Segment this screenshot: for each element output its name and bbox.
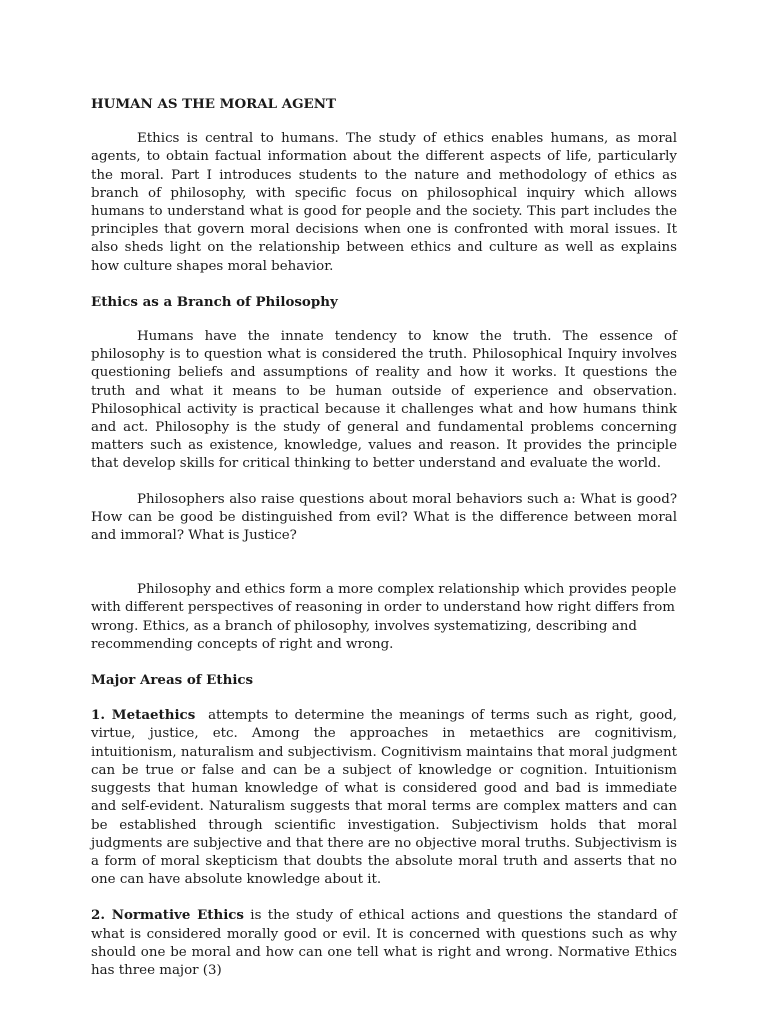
spacer (91, 889, 677, 906)
spacer (91, 545, 677, 581)
metaethics-item (91, 706, 682, 889)
normative-ethics-term: 2. Normative Ethics (91, 907, 244, 924)
philosophy-ethics-paragraph: Philosophy and ethics form a more complex relationship which provides people with different perspectives of reasoning in order to understand how right differs from wrong. Ethics, as a branch of philosophy, involves systematizing, describing and recommending concepts of right and wrong. (91, 582, 677, 652)
spacer (91, 654, 677, 671)
philosophy-paragraph: Humans have the innate tendency to know the truth. The essence of philosophy is to question what is considered the truth. Philosophical Inquiry involves questioning beliefs and assumptions of reality and how it works. It questions the truth and what it means to be human outside of experience and observation. Philosophical activity is practical because it challenges what and how humans think and act. Philosophy is the study of general and fundamental problems concerning matters such as existence, knowledge, values and reason. It provides the principle that develop skills for critical thinking to better understand and evaluate the world. (91, 329, 677, 472)
spacer (91, 689, 677, 706)
intro-paragraph: Ethics is central to humans. The study of ethics enables humans, as moral agents, to obtain factual information about the different aspects of life, particularly the moral. Part I introduces students to the nature and methodology of ethics as branch of philosophy, with specific focus on philosophical inquiry which allows humans to understand what is good for people and the society. This part includes the principles that govern moral decisions when one is confronted with moral issues. It also sheds light on the relationship between ethics and culture as well as explains how culture shapes moral behavior. (91, 131, 677, 274)
metaethics-term: 1. Metaethics (91, 707, 196, 724)
spacer (91, 311, 677, 328)
section-heading-major-areas: Major Areas of Ethics (91, 672, 254, 689)
document-page (91, 95, 682, 980)
document-title: HUMAN AS THE MORAL AGENT (91, 96, 336, 112)
normative-ethics-item (91, 906, 682, 980)
spacer (91, 276, 677, 293)
philosophers-questions-paragraph: Philosophers also raise questions about moral behaviors such a: What is good? How can be good be distinguished from evil? What is the difference between moral and immoral? What is Justice? (91, 491, 677, 544)
spacer (91, 474, 677, 491)
normative-ethics-text: is the study of ethical actions and questions the standard of what is considered morally good or evil. It is concerned with questions such as why should one be moral and how can one tell what is right and wrong. Normative Ethics has three major (3) (91, 908, 682, 978)
spacer (91, 113, 677, 130)
section-heading-ethics-branch: Ethics as a Branch of Philosophy (91, 293, 338, 310)
metaethics-text: attempts to determine the meanings of terms such as right, good, virtue, justice, etc. Among the approaches in metaethics are cognitivism, intuitionism, naturalism and subjectivism. Cognitivism maintains that moral judgment can be true or false and can be a subject of knowledge or cognition. Intuitionism suggests that human knowledge of what is considered good and bad is immediate and self-evident. Naturalism suggests that moral terms are complex matters and can be established through scientific investigation. Subjectivism holds that moral judgments are subjective and that there are no objective moral truths. Subjectivism is a form of moral skepticism that doubts the absolute moral truth and asserts that no one can have absolute knowledge about it. (91, 708, 682, 888)
